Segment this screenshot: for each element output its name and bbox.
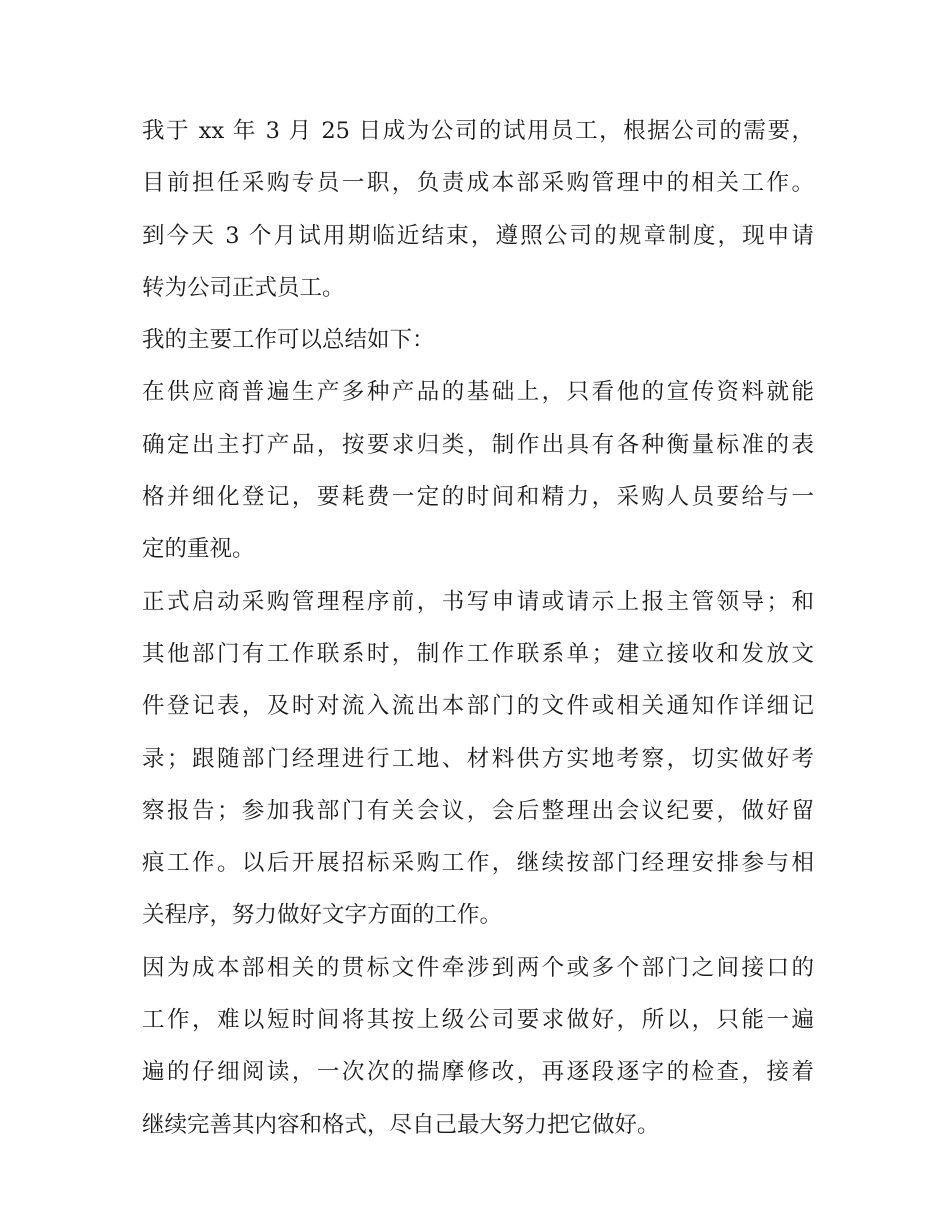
text-line: 正式启动采购管理程序前，书写申请或请示上报主管领导；和 [142, 588, 814, 615]
document-body [142, 105, 814, 1151]
text-line: 继续完善其内容和格式，尽自己最大努力把它做好。 [142, 1111, 660, 1138]
text-line: 我的主要工作可以总结如下： [142, 327, 435, 354]
text-line: 其他部门有工作联系时，制作工作联系单；建立接收和发放文 [142, 640, 814, 667]
text-line: 目前担任采购专员一职，负责成本部采购管理中的相关工作。 [142, 170, 814, 197]
text-line: 在供应商普遍生产多种产品的基础上，只看他的宣传资料就能 [142, 379, 814, 406]
paragraph-supplier-products [142, 366, 814, 575]
paragraph-summary-heading [142, 314, 814, 366]
paragraph-procurement-procedure [142, 576, 814, 942]
text-line: 痕工作。以后开展招标采购工作，继续按部门经理安排参与相 [142, 850, 814, 877]
text-line: 关程序，努力做好文字方面的工作。 [142, 902, 503, 929]
text-line: 遍的仔细阅读，一次次的揣摩修改，再逐段逐字的检查，接着 [142, 1059, 814, 1086]
paragraph-standards-documents [142, 942, 814, 1151]
text-line: 件登记表，及时对流入流出本部门的文件或相关通知作详细记 [142, 693, 814, 720]
text-line: 我于 xx 年 3 月 25 日成为公司的试用员工，根据公司的需要， [142, 118, 814, 144]
text-line: 录；跟随部门经理进行工地、材料供方实地考察，切实做好考 [142, 745, 814, 772]
text-line: 格并细化登记，要耗费一定的时间和精力，采购人员要给与一 [142, 484, 814, 511]
text-line: 确定出主打产品，按要求归类，制作出具有各种衡量标准的表 [142, 431, 814, 458]
text-line: 因为成本部相关的贯标文件牵涉到两个或多个部门之间接口的 [142, 954, 814, 981]
paragraph-intro [142, 105, 814, 314]
text-line: 察报告；参加我部门有关会议，会后整理出会议纪要，做好留 [142, 797, 814, 824]
text-line: 转为公司正式员工。 [142, 274, 345, 301]
text-line: 工作，难以短时间将其按上级公司要求做好，所以，只能一遍 [142, 1007, 814, 1034]
text-line: 到今天 3 个月试用期临近结束，遵照公司的规章制度，现申请 [142, 222, 814, 249]
text-line: 定的重视。 [142, 536, 255, 563]
